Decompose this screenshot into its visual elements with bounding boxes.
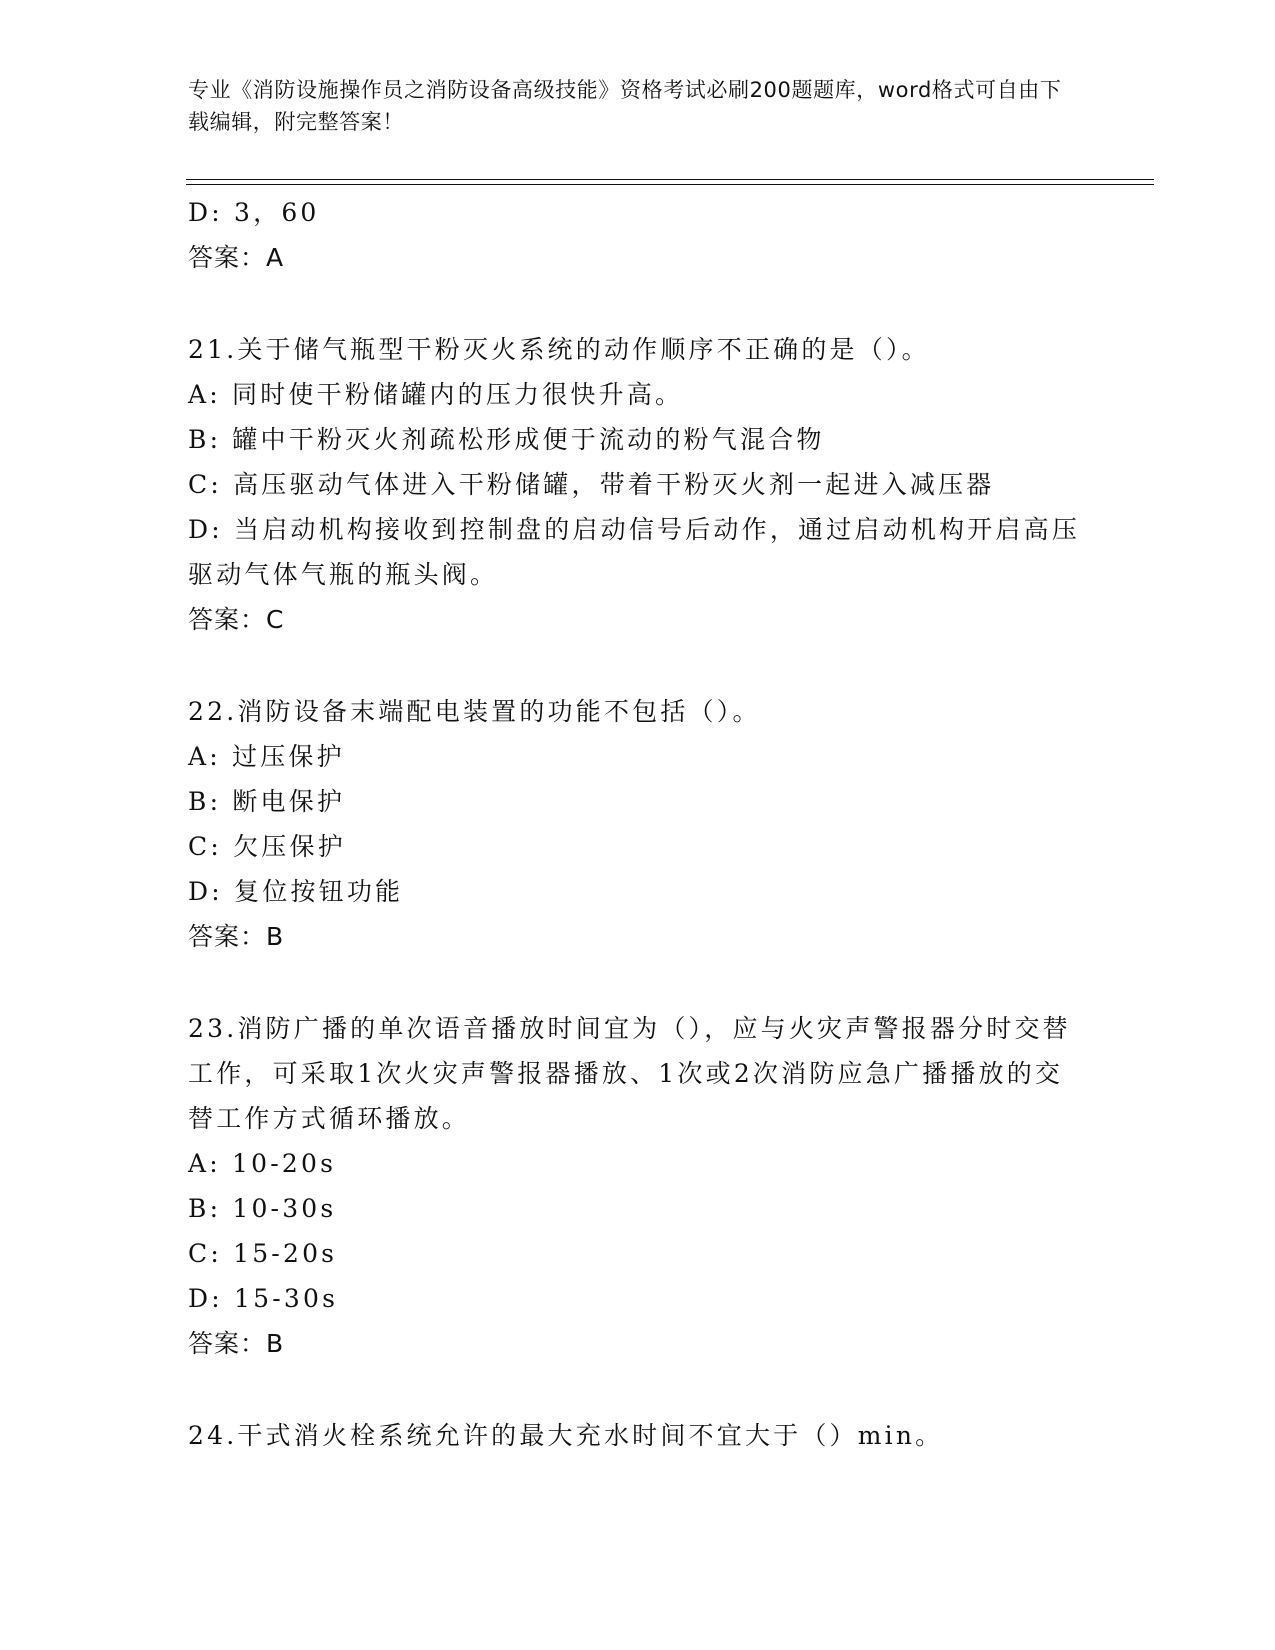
option-d: D: 3，60 bbox=[188, 198, 320, 227]
option-c: C: 欠压保护 bbox=[188, 832, 346, 861]
option-b: B: 断电保护 bbox=[188, 787, 346, 816]
option-a: A: 10-20s bbox=[188, 1149, 337, 1178]
spacer bbox=[188, 642, 1088, 689]
option-d: D: 15-30s bbox=[188, 1284, 339, 1313]
answer-line: 答案：A bbox=[188, 243, 285, 272]
option-a: A: 同时使干粉储罐内的压力很快升高。 bbox=[188, 380, 684, 409]
option-c: C: 15-20s bbox=[188, 1239, 338, 1268]
question-list bbox=[188, 190, 1088, 1458]
spacer bbox=[188, 959, 1088, 1006]
question-22 bbox=[188, 689, 1088, 959]
option-a: A: 过压保护 bbox=[188, 742, 345, 771]
header-rule-bottom bbox=[186, 184, 1154, 185]
option-b: B: 罐中干粉灭火剂疏松形成便于流动的粉气混合物 bbox=[188, 425, 825, 454]
spacer bbox=[188, 280, 1088, 327]
option-d: D: 复位按钮功能 bbox=[188, 877, 404, 906]
question-stem: 21.关于储气瓶型干粉灭火系统的动作顺序不正确的是（）。 bbox=[188, 335, 930, 364]
question-24 bbox=[188, 1413, 1088, 1458]
header-rule-top bbox=[186, 179, 1154, 180]
question-21 bbox=[188, 327, 1088, 642]
option-b: B: 10-30s bbox=[188, 1194, 337, 1223]
spacer bbox=[188, 1366, 1088, 1413]
previous-question-tail bbox=[188, 190, 1088, 280]
answer-line: 答案：B bbox=[188, 1329, 285, 1358]
question-stem: 24.干式消火栓系统允许的最大充水时间不宜大于（）min。 bbox=[188, 1421, 944, 1450]
document-header: 专业《消防设施操作员之消防设备高级技能》资格考试必刷200题题库，word格式可自由下载编辑，附完整答案！ bbox=[188, 78, 1062, 134]
answer-line: 答案：C bbox=[188, 605, 285, 634]
question-stem: 22.消防设备末端配电装置的功能不包括（）。 bbox=[188, 697, 761, 726]
question-stem: 23.消防广播的单次语音播放时间宜为（），应与火灾声警报器分时交替工作，可采取1次火灾声警报器播放、1次或2次消防应急广播播放的交替工作方式循环播放。 bbox=[188, 1014, 1071, 1133]
option-d: D: 当启动机构接收到控制盘的启动信号后动作，通过启动机构开启高压驱动气体气瓶的瓶头阀。 bbox=[188, 515, 1081, 589]
answer-line: 答案：B bbox=[188, 922, 285, 951]
question-23 bbox=[188, 1006, 1088, 1366]
option-c: C: 高压驱动气体进入干粉储罐，带着干粉灭火剂一起进入减压器 bbox=[188, 470, 995, 499]
